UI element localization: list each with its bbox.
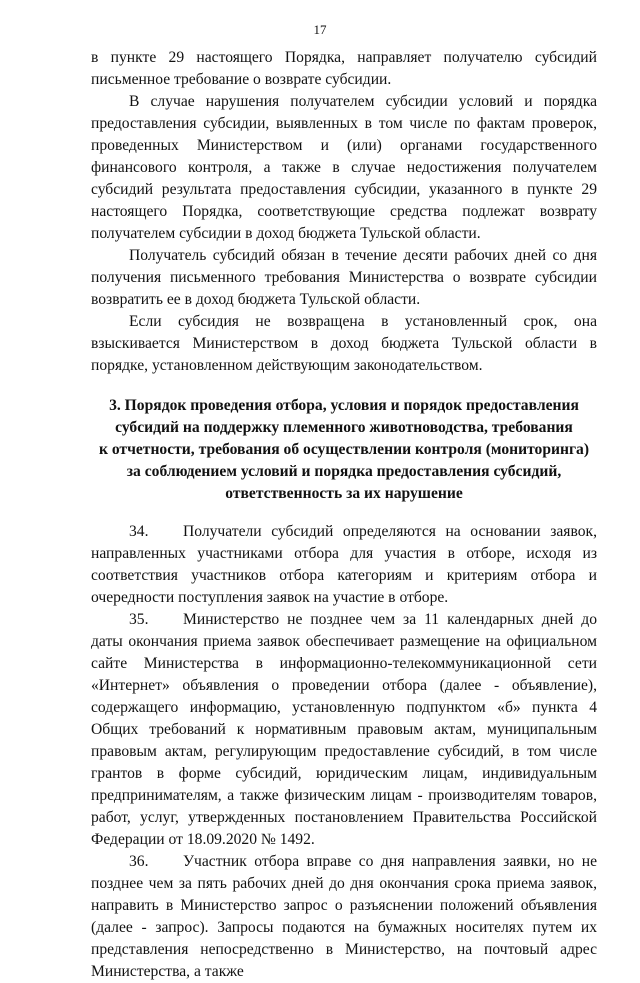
section-heading bbox=[91, 395, 597, 505]
paragraph-recovery: Если субсидия не возвращена в установленный срок, она взыскивается Министерством в доход бюджета Тульской области в порядке, установленном действующим законодательством. bbox=[91, 313, 597, 374]
page-number: 17 bbox=[313, 22, 327, 37]
item-number: 34. bbox=[129, 523, 149, 540]
item-number: 36. bbox=[129, 853, 149, 870]
document-body bbox=[91, 47, 597, 983]
item-number: 35. bbox=[129, 611, 149, 628]
item-34 bbox=[91, 521, 597, 609]
item-text: Участник отбора вправе со дня направления заявки, но не позднее чем за пять рабочих дней до дня окончания срока приема заявок, направить в Министерство запрос о разъяснении положений объявления (далее - запрос). Запросы подаются на бумажных носителях путем их представления непосредственно в Министерство, на почтовый адрес Министерства, а также bbox=[91, 853, 597, 980]
section-heading-line: субсидий на поддержку племенного животноводства, требования bbox=[115, 419, 573, 436]
item-36 bbox=[91, 851, 597, 983]
section-heading-line: за соблюдением условий и порядка предоставления субсидий, bbox=[126, 463, 562, 480]
item-text: Министерство не позднее чем за 11 календарных дней до даты окончания приема заявок обеспечивает размещение на официальном сайте Министерства в информационно-телекоммуникационной сети «Интернет» объявления о проведении отбора (далее - объявление), содержащего информацию, установленную подпунктом «б» пункта 4 Общих требований к нормативным правовым актам, муниципальным правовым актам, регулирующим предоставление субсидий, в том числе грантов в форме субсидий, юридическим лицам, индивидуальным предпринимателям, а также физическим лицам - производителям товаров, работ, услуг, утвержденных постановлением Правительства Российской Федерации от 18.09.2020 № 1492. bbox=[91, 611, 597, 848]
section-heading-line: ответственность за их нарушение bbox=[225, 485, 463, 502]
section-heading-line: 3. Порядок проведения отбора, условия и порядок предоставления bbox=[109, 397, 579, 414]
item-text: Получатели субсидий определяются на основании заявок, направленных участниками отбора для участия в отборе, исходя из соответствия участников отбора категориям и критериям отбора и очередности поступления заявок на участие в отборе. bbox=[91, 523, 597, 606]
item-35 bbox=[91, 609, 597, 851]
section-heading-line: к отчетности, требования об осуществлении контроля (мониторинга) bbox=[98, 441, 590, 458]
paragraph-violation-return: В случае нарушения получателем субсидии условий и порядка предоставления субсидии, выявленных в том числе по фактам проверок, проведенных Министерством и (или) органами государственного финансового контроля, а также в случае недостижения получателем субсидий результата предоставления субсидии, указанного в пункте 29 настоящего Порядка, соответствующие средства подлежат возврату получателем субсидии в доход бюджета Тульской области. bbox=[91, 93, 597, 242]
paragraph-continuation: в пункте 29 настоящего Порядка, направляет получателю субсидий письменное требование о возврате субсидии. bbox=[91, 49, 597, 88]
paragraph-return-deadline: Получатель субсидий обязан в течение десяти рабочих дней со дня получения письменного требования Министерства о возврате субсидии возвратить ее в доход бюджета Тульской области. bbox=[91, 247, 597, 308]
